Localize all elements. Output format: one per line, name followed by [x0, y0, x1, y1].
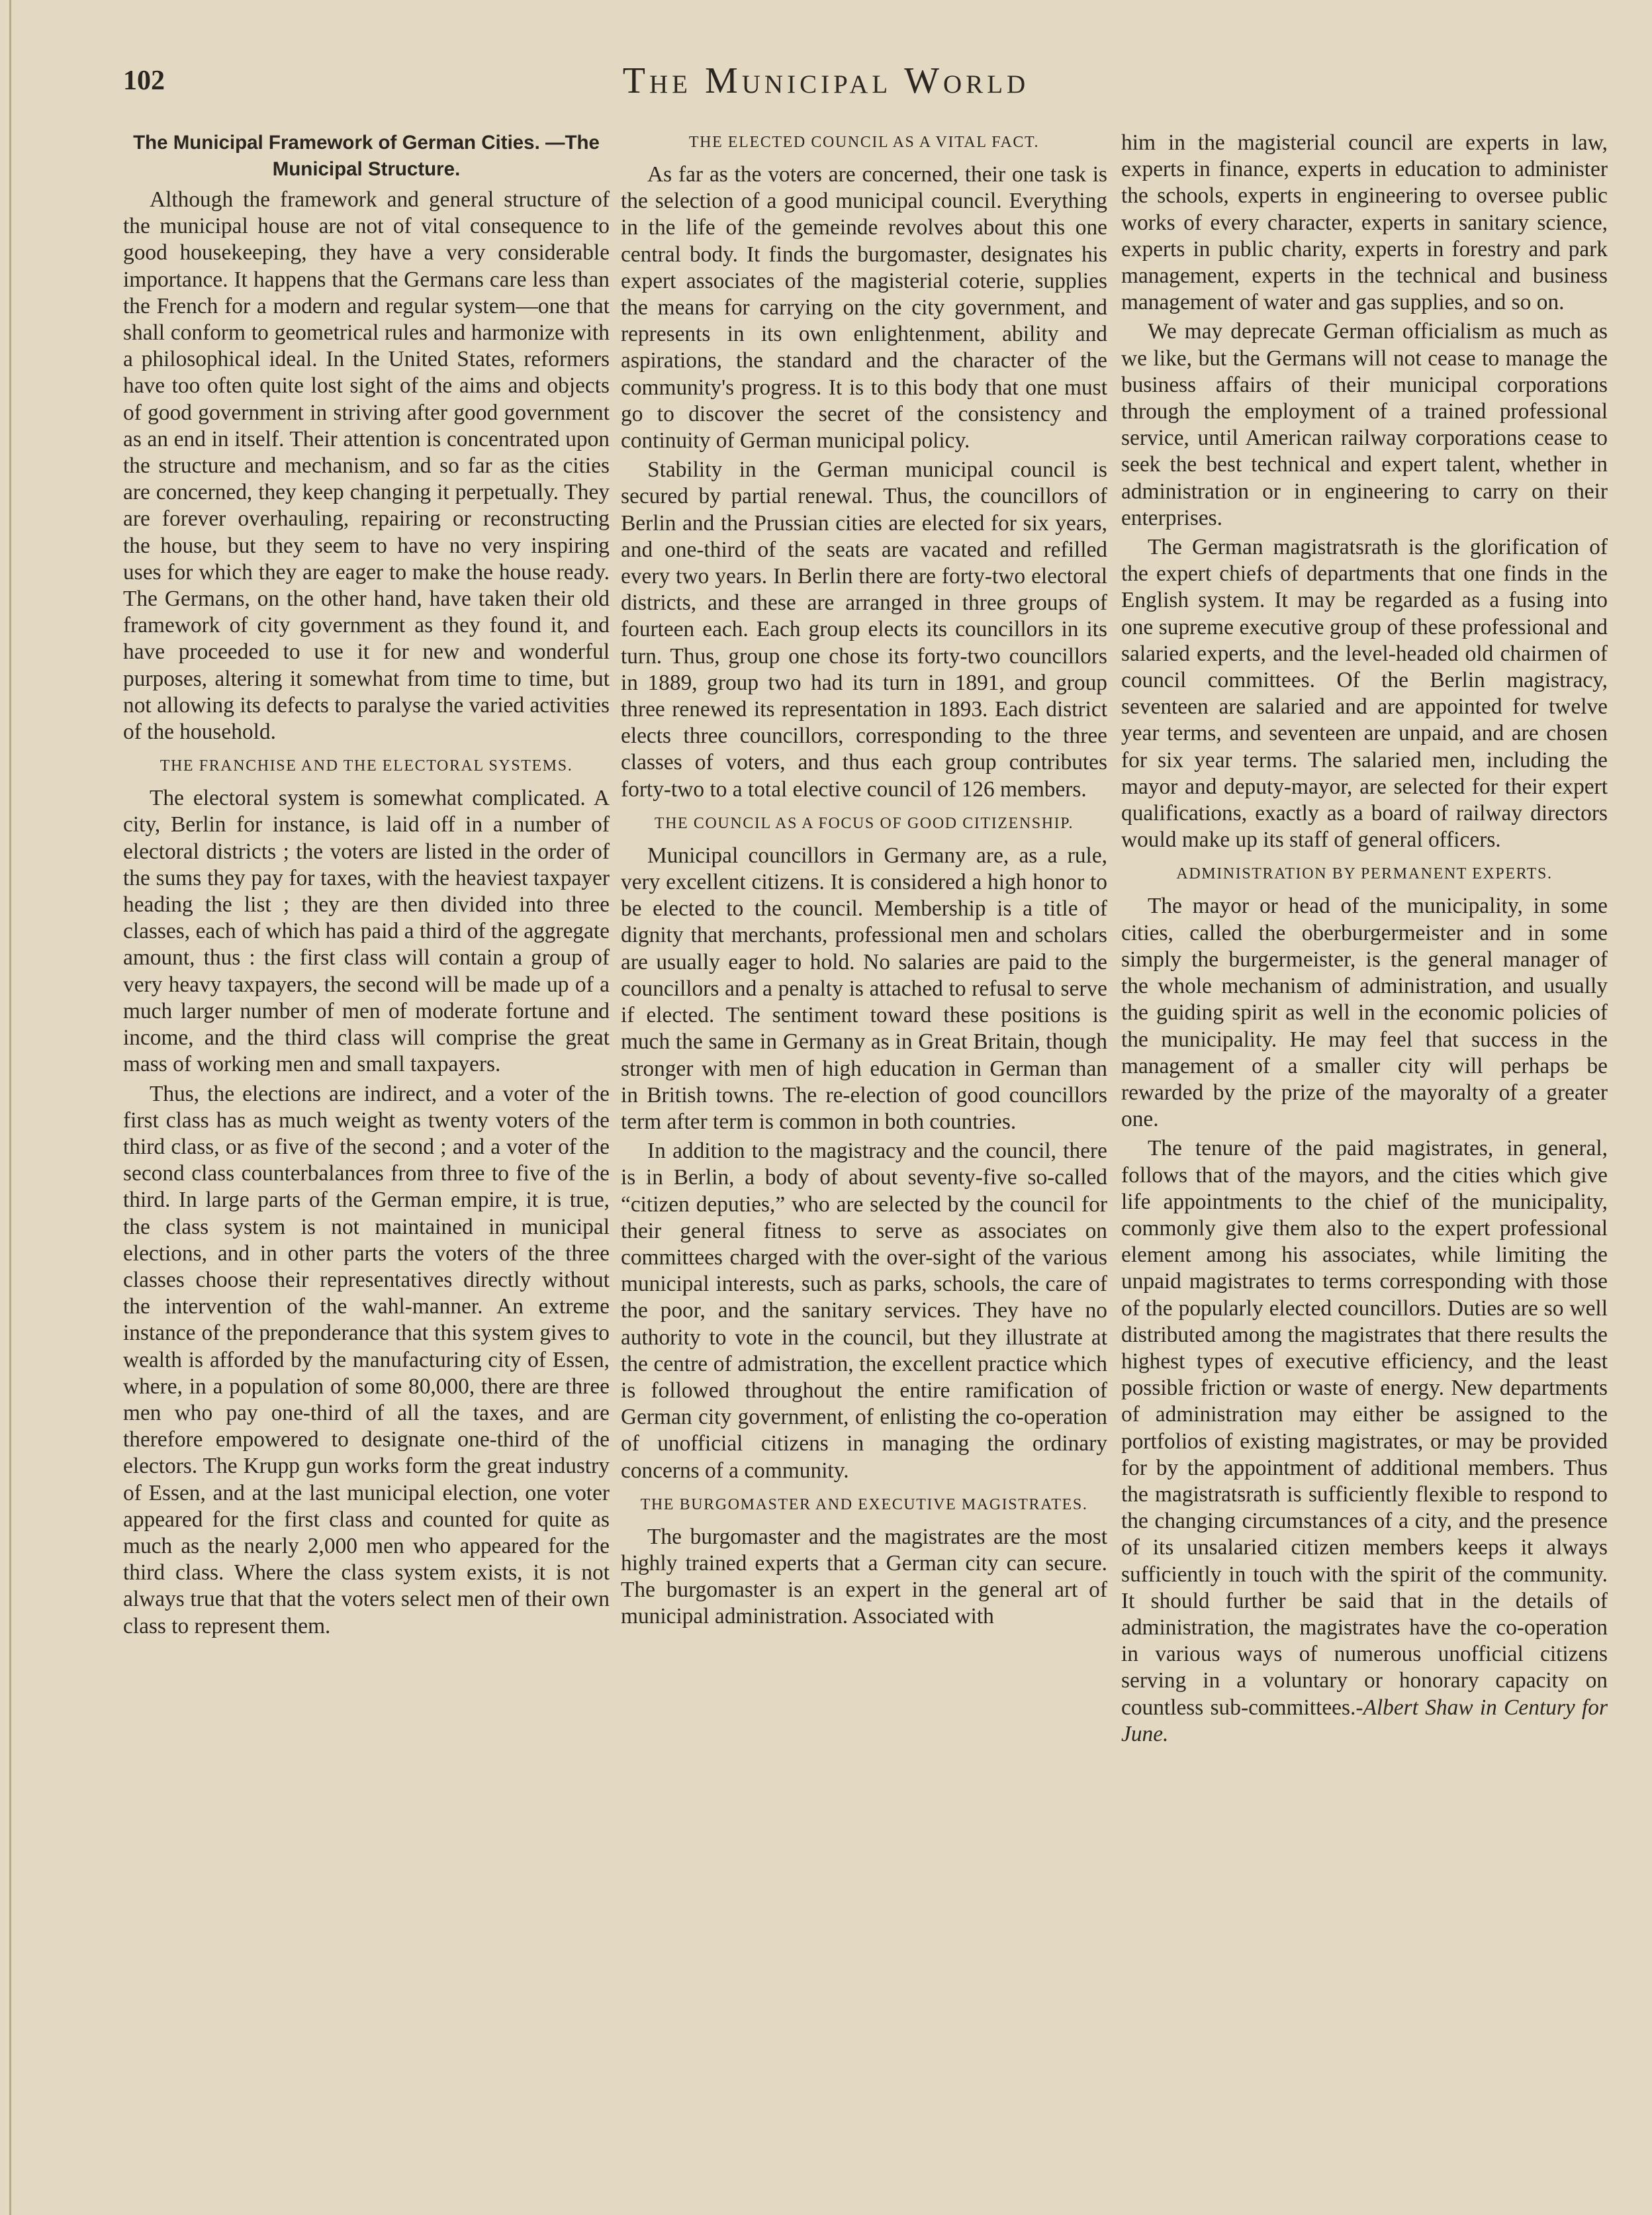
paragraph: As far as the voters are concerned, their one task is the selection of a good municipal council. Everything in the life of the gemeinde revolves about this one central body. It finds the burgomaster, designates his expert associates of the magisterial coterie, supplies the means for carrying on the city government, and represents in its own enlightenment, ability and aspirations, the standard and the character of the community's progress. It is to this body that one must go to discover the secret of the consistency and continuity of German municipal policy. — [621, 162, 1107, 453]
section-heading: THE BURGOMASTER AND EXECUTIVE MAGISTRATES. — [640, 1495, 1088, 1513]
section-heading: THE ELECTED COUNCIL AS A VITAL FACT. — [688, 134, 1040, 151]
paragraph: In addition to the magistracy and the council, there is in Berlin, a body of about seventy-five so-called “citizen deputies,” who are selected by the council for their general fitness to serve as associates on committees charged with the over-sight of the various municipal interests, such as parks, schools, the care of the poor, and the sanitary services. They have no authority to vote in the council, but they illustrate at the centre of admistration, the excellent practice which is followed throughout the entire ramification of German city government, of enlisting the co-operation of unofficial citizens in managing the ordinary concerns of a community. — [621, 1139, 1107, 1483]
paragraph: Stability in the German municipal council is secured by partial renewal. Thus, the councillors of Berlin and the Prussian cities are elected for six years, and one-third of the seats are vacated and refilled every two years. In Berlin there are forty-two electoral districts, and these are arranged in three groups of fourteen each. Each group elects its councillors in its turn. Thus, group one chose its forty-two councillors in 1889, group two had its turn in 1891, and group three renewed its representation in 1893. Each district elects three councillors, corresponding to the three classes of voters, and thus each group contributes forty-two to a total elective council of 126 members. — [621, 457, 1107, 802]
masthead: The Municipal World — [622, 60, 1030, 101]
section-heading: THE FRANCHISE AND THE ELECTORAL SYSTEMS. — [160, 757, 573, 775]
column-3 — [1121, 130, 1608, 1750]
article-title: The Municipal Framework of German Cities. —The Municipal Structure. — [133, 132, 600, 180]
section-heading: THE COUNCIL AS A FOCUS OF GOOD CITIZENSHIP. — [654, 814, 1074, 832]
binding-edge — [9, 0, 11, 2215]
paragraph: The burgomaster and the magistrates are the most highly trained experts that a German city can secure. The burgomaster is an expert in the general art of municipal administration. Associated with — [621, 1524, 1107, 1629]
column-1 — [123, 130, 610, 1642]
paragraph: We may deprecate German officialism as much as we like, but the Germans will not cease to manage the business affairs of their municipal corporations through the employment of a trained professional service, until American railway corporations cease to seek the best technical and expert talent, whether in administration or in engineering to carry on their enterprises. — [1121, 319, 1608, 530]
paragraph: The German magistratsrath is the glorification of the expert chiefs of departments that one finds in the English system. It may be regarded as a fusing into one supreme executive group of these professional and salaried experts, and the level-headed old chairmen of council committees. Of the Berlin magistracy, seventeen are salaried and are appointed for twelve year terms, and seventeen are unpaid, and are chosen for six year terms. The salaried men, including the mayor and deputy-mayor, are selected for their expert qualifications, exactly as a board of railway directors would make up its staff of general officers. — [1121, 535, 1608, 853]
column-2 — [621, 130, 1107, 1633]
paragraph: The mayor or head of the municipality, in some cities, called the oberburgermeister and in some simply the burgermeister, is the general manager of the whole mechanism of administration, and usually the guiding spirit as well in the economic policies of the municipality. He may feel that success in the management of a smaller city will perhaps be rewarded by the prize of the mayoralty of a greater one. — [1121, 894, 1608, 1132]
paragraph — [1121, 1135, 1608, 1748]
paragraph: him in the magisterial council are experts in law, experts in finance, experts in education to administer the schools, experts in engineering to oversee public works of every character, experts in sanitary science, experts in public charity, experts in forestry and park management, experts in the technical and business management of water and gas supplies, and so on. — [1121, 130, 1608, 315]
paragraph: Although the framework and general structure of the municipal house are not of vital consequence to good housekeeping, they have a very considerable importance. It happens that the Germans care less than the French for a modern and regular system—one that shall conform to geometrical rules and harmonize with a philosophical ideal. In the United States, reformers have too often quite lost sight of the aims and objects of good government in striving after good government as an end in itself. Their attention is concentrated upon the structure and mechanism, and so far as the cities are concerned, they keep changing it perpetually. They are forever overhauling, repairing or reconstructing the house, but they seem to have no very inspiring uses for which they are eager to make the house ready. The Germans, on the other hand, have taken their old framework of city government as they found it, and have proceeded to use it for new and wonderful purposes, altering it somewhat from time to time, but not allowing its defects to paralyse the varied activities of the household. — [123, 187, 610, 745]
paragraph: The electoral system is somewhat complicated. A city, Berlin for instance, is laid off in a number of electoral districts ; the voters are listed in the order of the sums they pay for taxes, with the heaviest taxpayer heading the list ; they are then divided into three classes, each of which has paid a third of the aggregate amount, thus : the first class will contain a group of very heavy taxpayers, the second will be made up of a much larger number of men of moderate fortune and income, and the third class will comprise the great mass of working men and small taxpayers. — [123, 786, 610, 1077]
paragraph: Municipal councillors in Germany are, as a rule, very excellent citizens. It is considered a high honor to be elected to the council. Membership is a title of dignity that merchants, professional men and scholars are usually eager to hold. No salaries are paid to the councillors and a penalty is attached to refusal to serve if elected. The sentiment toward these positions is much the same in Germany as in Great Britain, though stronger with men of high education in German than in British towns. The re-election of good councillors term after term is common in both countries. — [621, 843, 1107, 1134]
paragraph-text: The tenure of the paid magistrates, in general, follows that of the mayors, and the cities which give life appointments to the chief of the municipality, commonly give them also to the expert professional element among his associates, while limiting the unpaid magistrates to terms corresponding with those of the popularly elected councillors. Duties are so well distributed among the magistrates that there results the highest types of executive efficiency, and the least possible friction or waste of energy. New departments of administration may either be assigned to the portfolios of existing magistrates, or may be provided for by the appointment of additional members. Thus the magistratsrath is sufficiently flexible to respond to the changing circumstances of a city, and the presence of its unsalaried citizen members keeps it always sufficiently in touch with the spirit of the community. It should further be said that in the details of administration, the magistrates have the co-operation in various ways of numerous unofficial citizens serving in a voluntary or honorary capacity on countless sub-committees.- — [1121, 1136, 1608, 1720]
attribution: Albert Shaw in Century for June. — [1121, 1695, 1608, 1746]
paragraph: Thus, the elections are indirect, and a voter of the first class has as much weight as twenty voters of the third class, or as five of the second ; and a voter of the second class counterbalances from three to five of the third. In large parts of the German empire, it is true, the class system is not maintained in municipal elections, and in other parts the voters of the three classes choose their representatives directly without the intervention of the wahl-manner. An extreme instance of the preponderance that this system gives to wealth is afforded by the manufacturing city of Essen, where, in a population of some 80,000, there are three men who pay one-third of all the taxes, and are therefore empowered to designate one-third of the electors. The Krupp gun works form the great industry of Essen, and at the last municipal election, one voter appeared for the first class and counted for quite as much as the nearly 2,000 men who appeared for the third class. Where the class system exists, it is not always true that that the voters select men of their own class to represent them. — [123, 1081, 610, 1638]
page-number: 102 — [123, 66, 165, 96]
section-heading: ADMINISTRATION BY PERMANENT EXPERTS. — [1176, 865, 1553, 883]
